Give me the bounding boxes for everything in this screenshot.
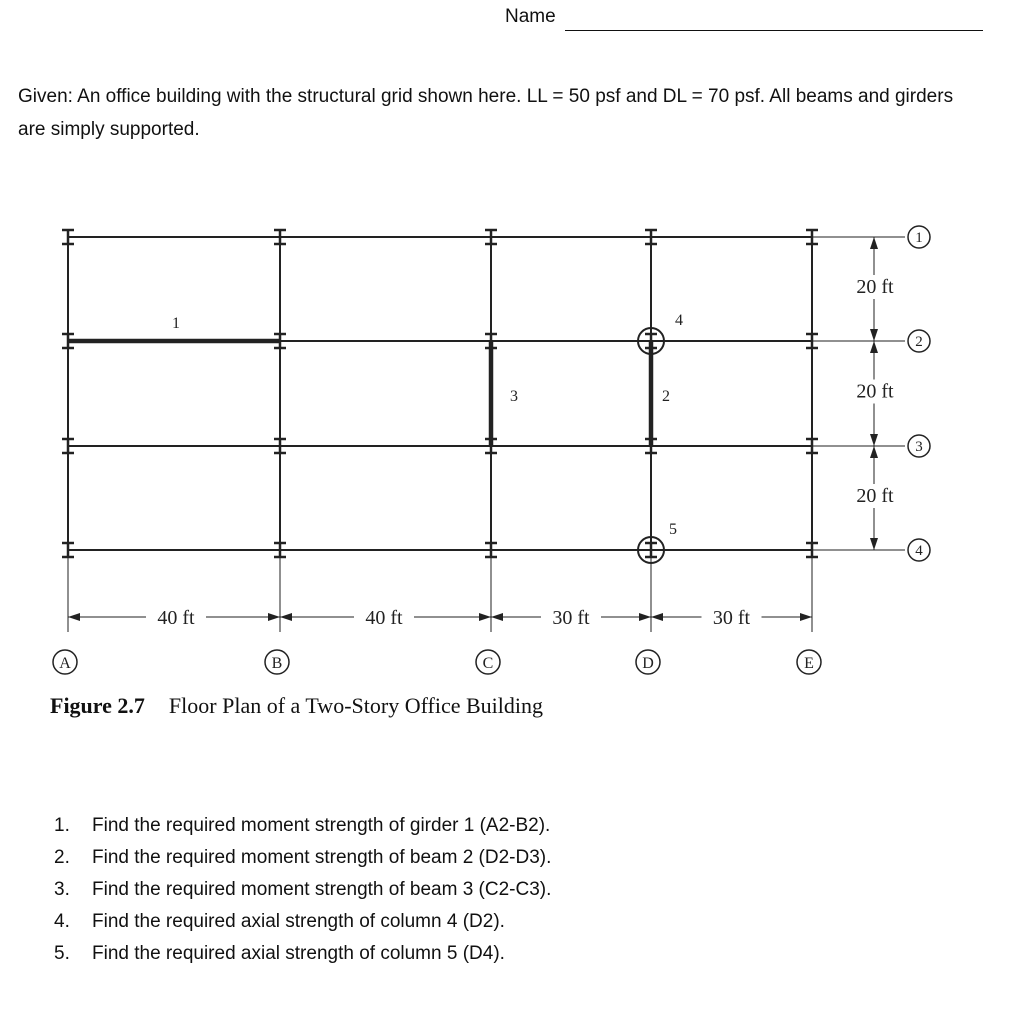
dim-arrow bbox=[651, 613, 663, 621]
column-markers bbox=[62, 230, 818, 557]
member-label-5: 5 bbox=[669, 521, 677, 538]
bay-height-label: 20 ft bbox=[856, 380, 894, 403]
dim-arrow bbox=[280, 613, 292, 621]
figure-number: Figure 2.7 bbox=[50, 693, 145, 718]
question-text: Find the required moment strength of girder 1 (A2-B2). bbox=[92, 815, 551, 836]
question-number: 2. bbox=[54, 847, 70, 868]
member-label-2: 2 bbox=[662, 388, 670, 405]
bay-width-label: 40 ft bbox=[157, 607, 195, 629]
dim-arrow bbox=[68, 613, 80, 621]
question-number: 4. bbox=[54, 911, 70, 932]
dim-arrow bbox=[870, 329, 878, 341]
gridline-bubble-label: B bbox=[271, 655, 283, 672]
figure-caption bbox=[50, 693, 543, 719]
question-number: 5. bbox=[54, 943, 70, 964]
dim-arrow bbox=[870, 446, 878, 458]
question-number: 3. bbox=[54, 879, 70, 900]
dim-arrow bbox=[870, 434, 878, 446]
dim-arrow bbox=[870, 237, 878, 249]
bay-width-label: 30 ft bbox=[552, 607, 590, 629]
bay-height-label: 20 ft bbox=[856, 485, 894, 507]
dim-arrow bbox=[800, 613, 812, 621]
gridline-bubble-label: 2 bbox=[915, 334, 923, 350]
question-text: Find the required axial strength of column 5 (D4). bbox=[92, 943, 505, 964]
bay-width-label: 30 ft bbox=[712, 607, 751, 629]
gridline-bubble-label: 3 bbox=[915, 439, 923, 455]
dim-arrow bbox=[870, 341, 878, 353]
bay-height-label: 20 ft bbox=[856, 276, 894, 298]
dim-arrow bbox=[491, 613, 503, 621]
question-text: Find the required moment strength of beam 3 (C2-C3). bbox=[92, 879, 552, 900]
member-label-3: 3 bbox=[510, 388, 518, 405]
gridline-bubble-label: 1 bbox=[915, 230, 923, 246]
gridline-bubble-label: D bbox=[642, 655, 654, 672]
question-number: 1. bbox=[54, 815, 70, 836]
name-label: Name bbox=[505, 6, 556, 27]
floor-plan-figure bbox=[0, 200, 1017, 690]
figure-title: Floor Plan of a Two-Story Office Building bbox=[168, 693, 543, 718]
gridline-bubble-label: E bbox=[804, 655, 814, 672]
dim-arrow bbox=[870, 538, 878, 550]
question-text: Find the required moment strength of beam 2 (D2-D3). bbox=[92, 847, 552, 868]
gridline-bubble-label: C bbox=[482, 655, 494, 672]
dim-arrow bbox=[639, 613, 651, 621]
member-label-4: 4 bbox=[675, 312, 683, 329]
gridline-bubble-label: A bbox=[59, 655, 71, 672]
dim-arrow bbox=[479, 613, 491, 621]
gridline-bubble-label: 4 bbox=[915, 543, 923, 559]
member-label-1: 1 bbox=[172, 315, 180, 332]
bay-width-label: 40 ft bbox=[365, 607, 403, 629]
given-statement: Given: An office building with the structural grid shown here. LL = 50 psf and DL = 70 psf. All beams and girders are simply supported. bbox=[18, 86, 954, 140]
dim-arrow bbox=[268, 613, 280, 621]
name-blank-line[interactable] bbox=[565, 30, 983, 31]
question-text: Find the required axial strength of column 4 (D2). bbox=[92, 911, 505, 932]
